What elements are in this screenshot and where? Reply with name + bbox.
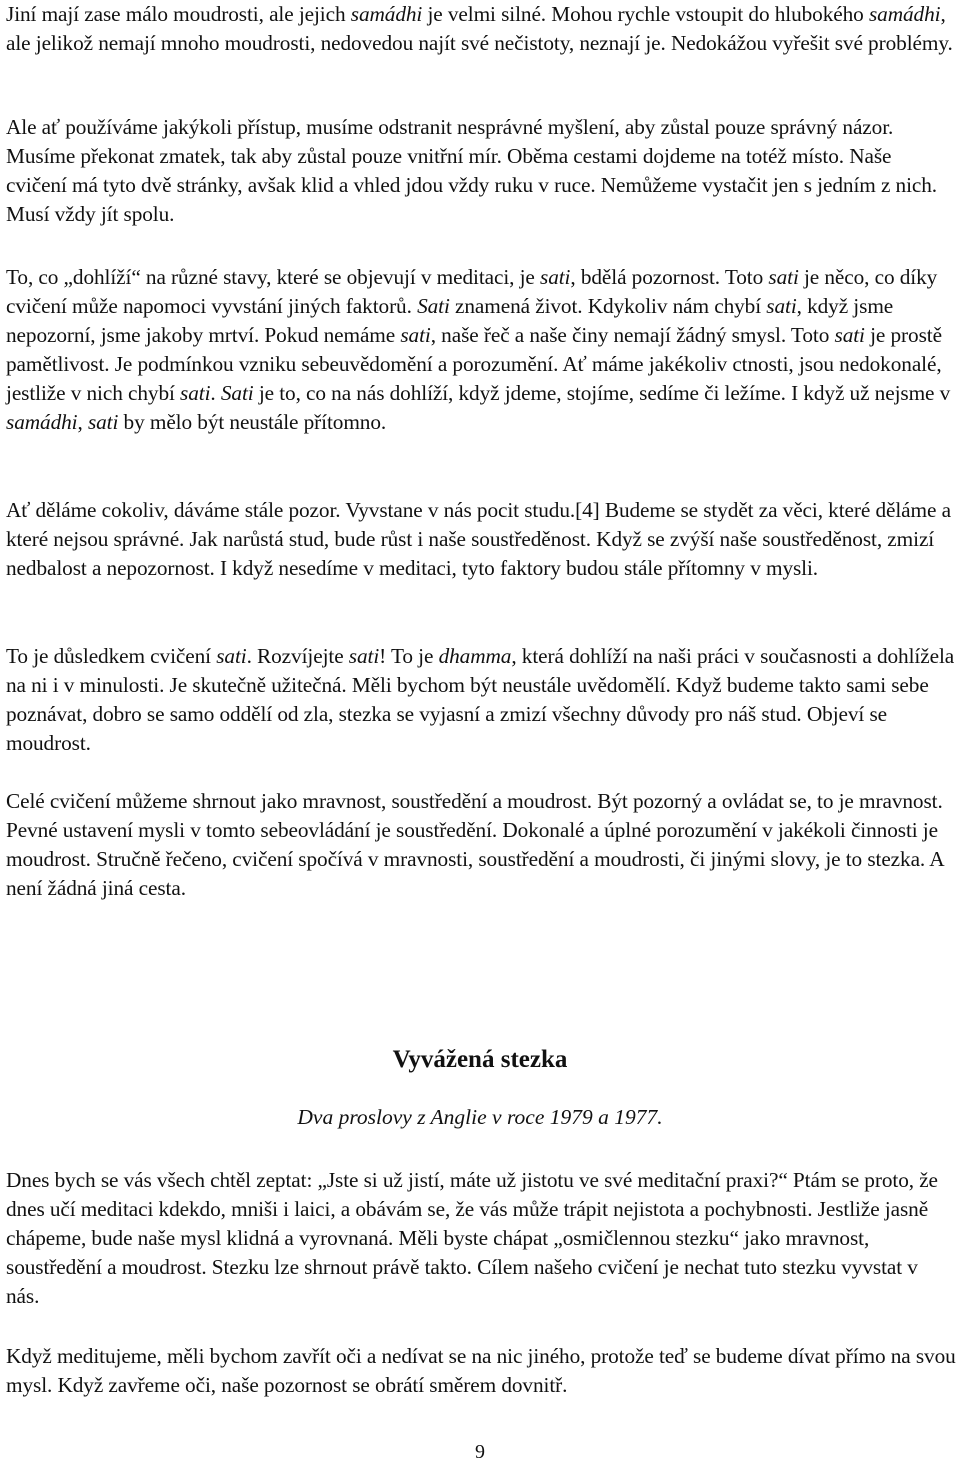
text-run: ! To je bbox=[379, 644, 439, 668]
text-run: je prostě pamětlivost. Je podmínkou vzniku sebeuvědomění a porozumění. Ať máme jakékoliv ctnosti, jsou nedokonalé, jestliže v nich chybí bbox=[6, 323, 942, 405]
text-run: . bbox=[210, 381, 221, 405]
text-run: To, co „dohlíží“ na různé stavy, které se objevují v meditaci, je bbox=[6, 265, 540, 289]
text-run: , když jsme nepozorní, jsme jakoby mrtví. Pokud nemáme bbox=[6, 294, 894, 347]
text-run: Ať děláme cokoliv, dáváme stále pozor. Vyvstane v nás pocit studu.[4] Budeme se stydět za věci, které děláme a které nejsou správné. Jak narůstá stud, bude růst i naše soustředěnost. Když se zvýší naše soustředěnost, zmizí nedbalost a nepozornost. I když nesedíme v meditaci, tyto faktory budou stále přítomny v mysli. bbox=[6, 498, 951, 580]
text-run: To je důsledkem cvičení bbox=[6, 644, 217, 668]
text-run: je velmi silné. Mohou rychle vstoupit do hlubokého bbox=[422, 2, 869, 26]
italic-term: sati bbox=[768, 265, 799, 289]
italic-term: sati bbox=[834, 323, 865, 347]
text-run: Ale ať používáme jakýkoli přístup, musíme odstranit nesprávné myšlení, aby zůstal pouze správný názor. Musíme překonat zmatek, tak aby zůstal pouze vnitřní mír. Oběma cestami dojdeme na totéž místo. Naše cvičení má tyto dvě stránky, avšak klid a vhled jdou vždy ruku v ruce. Nemůžeme vystačit jen s jedním z nich. Musí vždy jít spolu. bbox=[6, 115, 938, 226]
text-run: Celé cvičení můžeme shrnout jako mravnost, soustředění a moudrost. Být pozorný a ovládat se, to je mravnost. Pevné ustavení mysli v tomto sebeovládání je soustředění. Dokonalé a úplné porozumění v jakékoli činnosti je moudrost. Stručně řečeno, cvičení spočívá v mravnosti, soustředění a moudrosti, či jinými slovy, je to stezka. A není žádná jiná cesta. bbox=[6, 789, 944, 900]
page-number: 9 bbox=[475, 1441, 485, 1463]
text-run: , která dohlíží na naši práci v současnosti a dohlížela na ni i v minulosti. Je skutečně užitečná. Měli bychom být neustále uvědomělí. Když budeme takto sami sebe poznávat, dobro se samo oddělí od zla, stezka se vyjasní a zmizí všechny důvody pro náš stud. Objeví se moudrost. bbox=[6, 644, 955, 755]
text-run: znamená život. Kdykoliv nám chybí bbox=[449, 294, 767, 318]
paragraph-4 bbox=[6, 496, 956, 583]
italic-term: samádhi bbox=[868, 2, 941, 26]
text-run: by mělo být neustále přítomno. bbox=[118, 410, 387, 434]
paragraph-3 bbox=[6, 263, 956, 437]
section-title: Vyvážená stezka bbox=[392, 1046, 568, 1073]
paragraph-7 bbox=[6, 1166, 956, 1311]
paragraph-8 bbox=[6, 1342, 956, 1400]
text-run: , bbox=[77, 410, 88, 434]
text-run: je to, co na nás dohlíží, když jdeme, stojíme, sedíme či ležíme. I když už nejsme v bbox=[253, 381, 951, 405]
italic-term: Sati bbox=[220, 381, 254, 405]
text-run: je něco, co díky cvičení může napomoci vyvstání jiných faktorů. bbox=[6, 265, 938, 318]
paragraph-5 bbox=[6, 642, 956, 758]
text-run: , naše řeč a naše činy nemají žádný smysl. Toto bbox=[430, 323, 835, 347]
italic-term: sati bbox=[766, 294, 797, 318]
italic-term: sati bbox=[348, 644, 380, 668]
italic-term: Sati bbox=[417, 294, 450, 318]
paragraph-1 bbox=[6, 0, 956, 58]
text-run: . Rozvíjejte bbox=[246, 644, 349, 668]
italic-term: samádhi bbox=[6, 410, 78, 434]
text-run: Jiní mají zase málo moudrosti, ale jejich bbox=[6, 2, 351, 26]
italic-term: sati bbox=[400, 323, 431, 347]
text-run: Dnes bych se vás všech chtěl zeptat: „Jste si už jistí, máte už jistotu ve své meditační praxi?“ Ptám se proto, že dnes učí meditaci kdekdo, mniši i laici, a obávám se, že vás může trápit nejistota a pochybnosti. Jestliže jasně chápeme, bude naše mysl klidná a vyrovnaná. Měli byste chápat „osmičlennou stezku“ jako mravnost, soustředění a moudrost. Stezku lze shrnout právě takto. Cílem našeho cvičení je nechat tuto stezku vyvstat v nás. bbox=[6, 1168, 938, 1308]
text-run: , bdělá pozornost. Toto bbox=[570, 265, 769, 289]
text-run: Když meditujeme, měli bychom zavřít oči a nedívat se na nic jiného, protože teď se budeme dívat přímo na svou mysl. Když zavřeme oči, naše pozornost se obrátí směrem dovnitř. bbox=[6, 1344, 956, 1397]
italic-term: sati bbox=[540, 265, 571, 289]
section-subtitle: Dva proslovy z Anglie v roce 1979 a 1977. bbox=[297, 1105, 663, 1129]
italic-term: sati bbox=[180, 381, 211, 405]
italic-term: sati bbox=[216, 644, 247, 668]
text-run: , ale jelikož nemají mnoho moudrosti, nedovedou najít své nečistoty, neznají je. Nedokážou vyřešit své problémy. bbox=[6, 2, 953, 55]
paragraph-6 bbox=[6, 787, 956, 903]
paragraph-2 bbox=[6, 113, 956, 229]
italic-term: dhamma bbox=[438, 644, 512, 668]
italic-term: samádhi bbox=[350, 2, 423, 26]
italic-term: sati bbox=[87, 410, 119, 434]
